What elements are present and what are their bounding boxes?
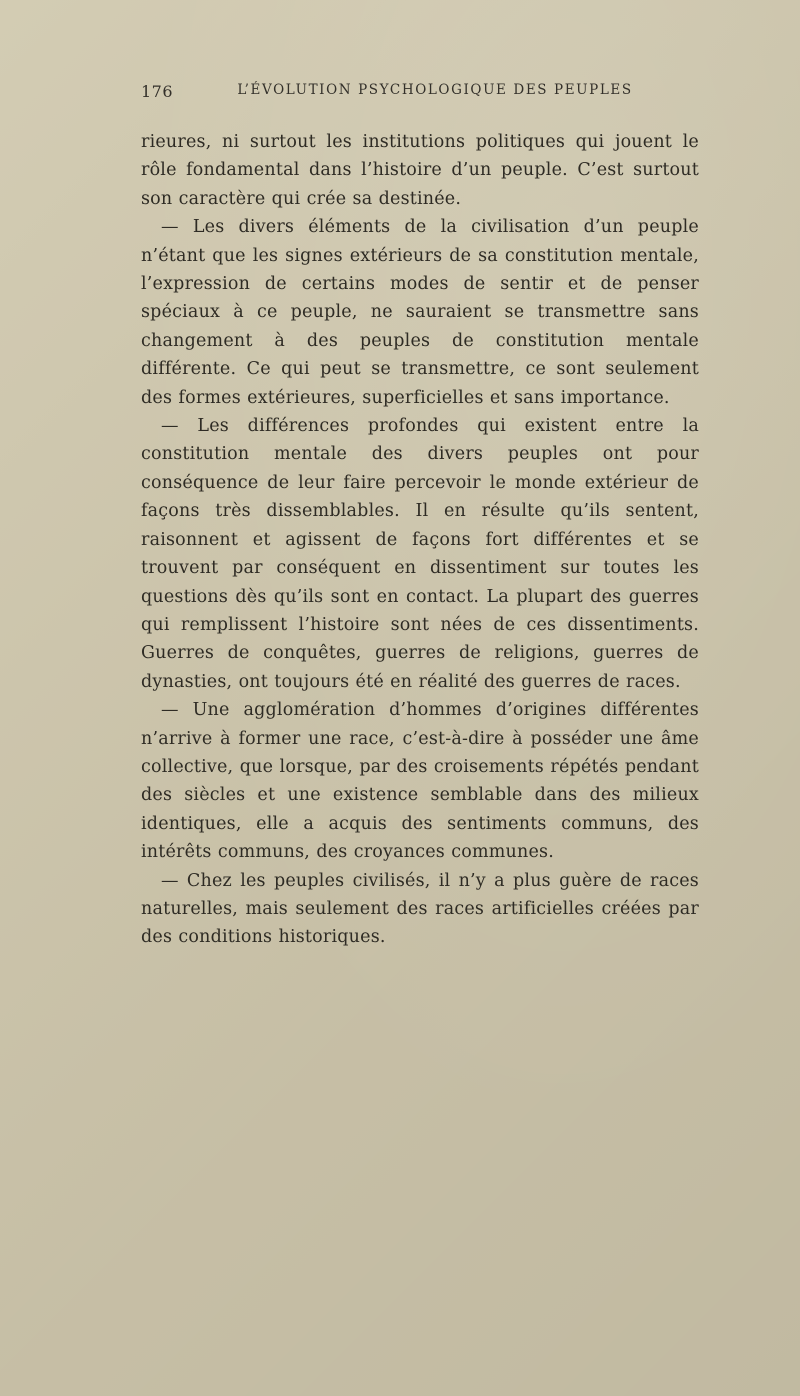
page-body-text [141, 128, 699, 952]
paragraph-continuation: rieures, ni surtout les institutions politiques qui jouent le rôle fondamental dans l’histoire d’un peuple. C’est surtout son caractère qui crée sa destinée. [141, 132, 699, 209]
running-title: L’ÉVOLUTION PSYCHOLOGIQUE DES PEUPLES [237, 82, 633, 98]
page-number: 176 [141, 82, 174, 101]
paragraph: — Les différences profondes qui existent entre la constitution mentale des divers peuples ont pour conséquence de leur faire percevoir le monde extérieur de façons très dissemblables. Il en résulte qu’ils sentent, raisonnent et agissent de façons fort différentes et se trouvent par conséquent en dissentiment sur toutes les questions dès qu’ils sont en contact. La plupart des guerres qui remplissent l’histoire sont nées de ces dissentiments. Guerres de conquêtes, guerres de religions, guerres de dynasties, ont toujours été en réalité des guerres de races. [141, 416, 699, 692]
paragraph: — Les divers éléments de la civilisation d’un peuple n’étant que les signes extérieurs de sa constitution mentale, l’expression de certains modes de sentir et de penser spéciaux à ce peuple, ne sauraient se transmettre sans changement à des peuples de constitution mentale différente. Ce qui peut se transmettre, ce sont seulement des formes extérieures, superficielles et sans importance. [141, 217, 699, 408]
book-page [141, 82, 699, 952]
paragraph: — Chez les peuples civilisés, il n’y a plus guère de races naturelles, mais seulement des races artificielles créées par des conditions historiques. [141, 870, 699, 948]
running-head [141, 82, 699, 106]
paragraph: — Une agglomération d’hommes d’origines différentes n’arrive à former une race, c’est-à-dire à posséder une âme collective, que lorsque, par des croisements répétés pendant des siècles et une existence semblable dans des milieux identiques, elle a acquis des sentiments communs, des intérêts communs, des croyances communes. [141, 700, 699, 863]
